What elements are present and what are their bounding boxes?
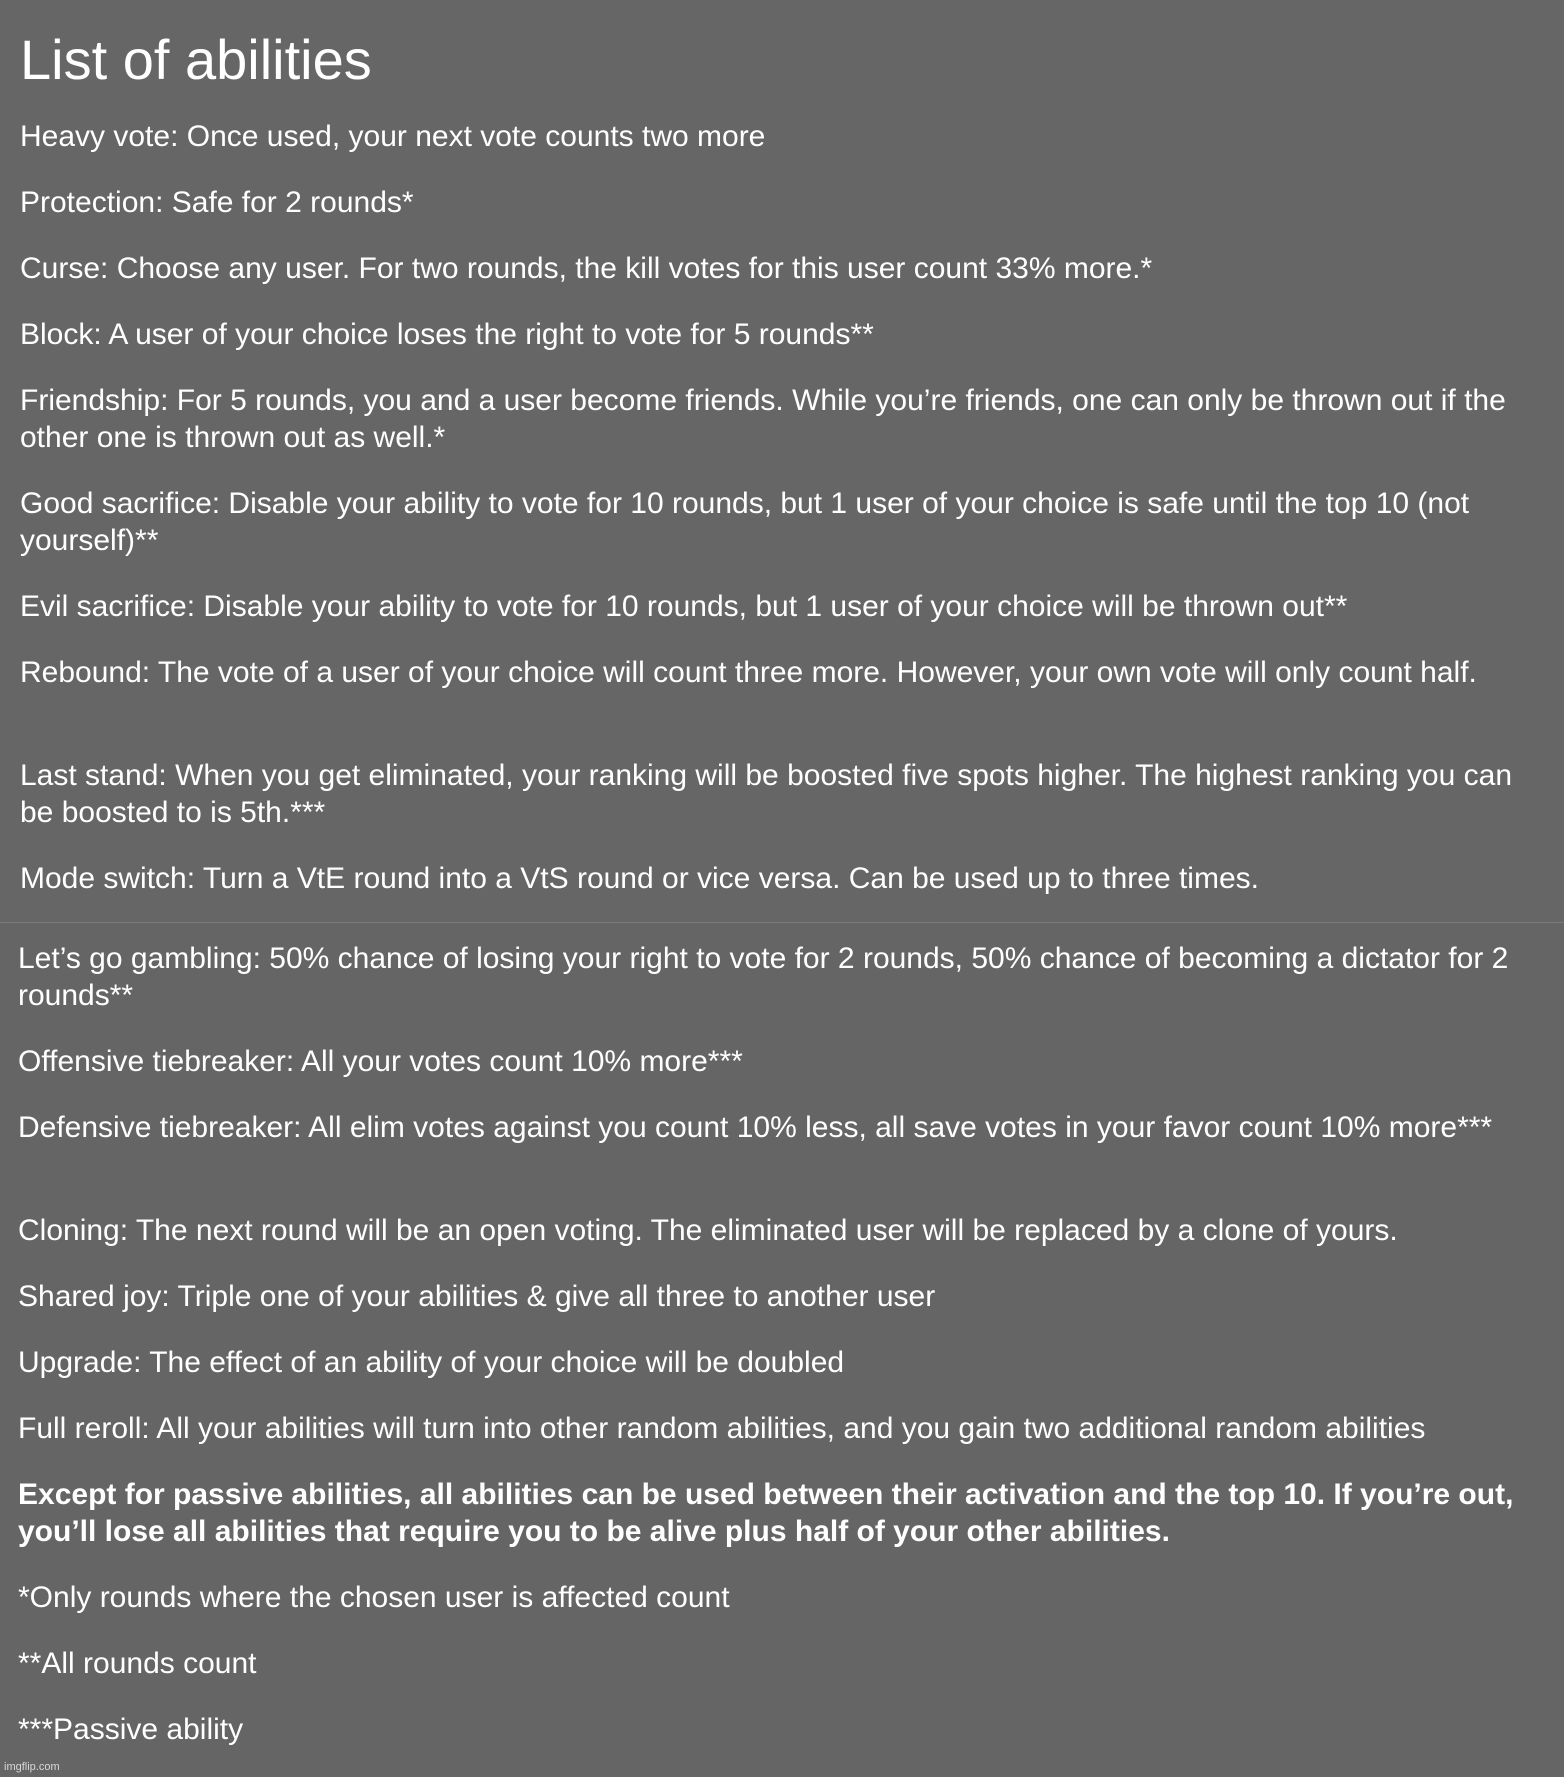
imgflip-watermark: imgflip.com (4, 1761, 60, 1773)
footnote-triple-star: ***Passive ability (18, 1713, 244, 1746)
ability-shared-joy: Shared joy: Triple one of your abilities & give all three to another user (18, 1280, 936, 1313)
ability-good-sacrifice: Good sacrifice: Disable your ability to vote for 10 rounds, but 1 user of your choice is safe until the top 10 (not yourself)** (20, 487, 1470, 557)
ability-protection: Protection: Safe for 2 rounds* (20, 186, 414, 219)
bottom-panel (0, 923, 1564, 1777)
ability-defensive-tiebreaker: Defensive tiebreaker: All elim votes against you count 10% less, all save votes in your favor count 10% more*** (18, 1111, 1493, 1144)
ability-lets-go-gambling: Let’s go gambling: 50% chance of losing your right to vote for 2 rounds, 50% chance of becoming a dictator for 2 rounds** (18, 942, 1509, 1012)
footnote-double-star: **All rounds count (18, 1647, 257, 1680)
rule-note: Except for passive abilities, all abilities can be used between their activation and the top 10. If you’re out, you’ll lose all abilities that require you to be alive plus half of your other abilities. (18, 1478, 1514, 1548)
ability-mode-switch: Mode switch: Turn a VtE round into a VtS round or vice versa. Can be used up to three times. (20, 862, 1259, 895)
footnote-single-star: *Only rounds where the chosen user is affected count (18, 1581, 730, 1614)
ability-upgrade: Upgrade: The effect of an ability of your choice will be doubled (18, 1346, 845, 1379)
ability-rebound: Rebound: The vote of a user of your choice will count three more. However, your own vote will only count half. (20, 656, 1477, 689)
page-title: List of abilities (20, 28, 372, 91)
ability-curse: Curse: Choose any user. For two rounds, the kill votes for this user count 33% more.* (20, 252, 1153, 285)
ability-offensive-tiebreaker: Offensive tiebreaker: All your votes count 10% more*** (18, 1045, 743, 1078)
ability-full-reroll: Full reroll: All your abilities will turn into other random abilities, and you gain two additional random abilities (18, 1412, 1426, 1445)
ability-last-stand: Last stand: When you get eliminated, your ranking will be boosted five spots higher. The highest ranking you can be boosted to is 5th.*** (20, 759, 1513, 829)
ability-heavy-vote: Heavy vote: Once used, your next vote counts two more (20, 120, 766, 153)
ability-cloning: Cloning: The next round will be an open voting. The eliminated user will be replaced by a clone of yours. (18, 1214, 1398, 1247)
ability-block: Block: A user of your choice loses the right to vote for 5 rounds** (20, 318, 874, 351)
ability-evil-sacrifice: Evil sacrifice: Disable your ability to vote for 10 rounds, but 1 user of your choice will be thrown out** (20, 590, 1348, 623)
ability-friendship: Friendship: For 5 rounds, you and a user become friends. While you’re friends, one can only be thrown out if the other one is thrown out as well.* (20, 384, 1506, 454)
